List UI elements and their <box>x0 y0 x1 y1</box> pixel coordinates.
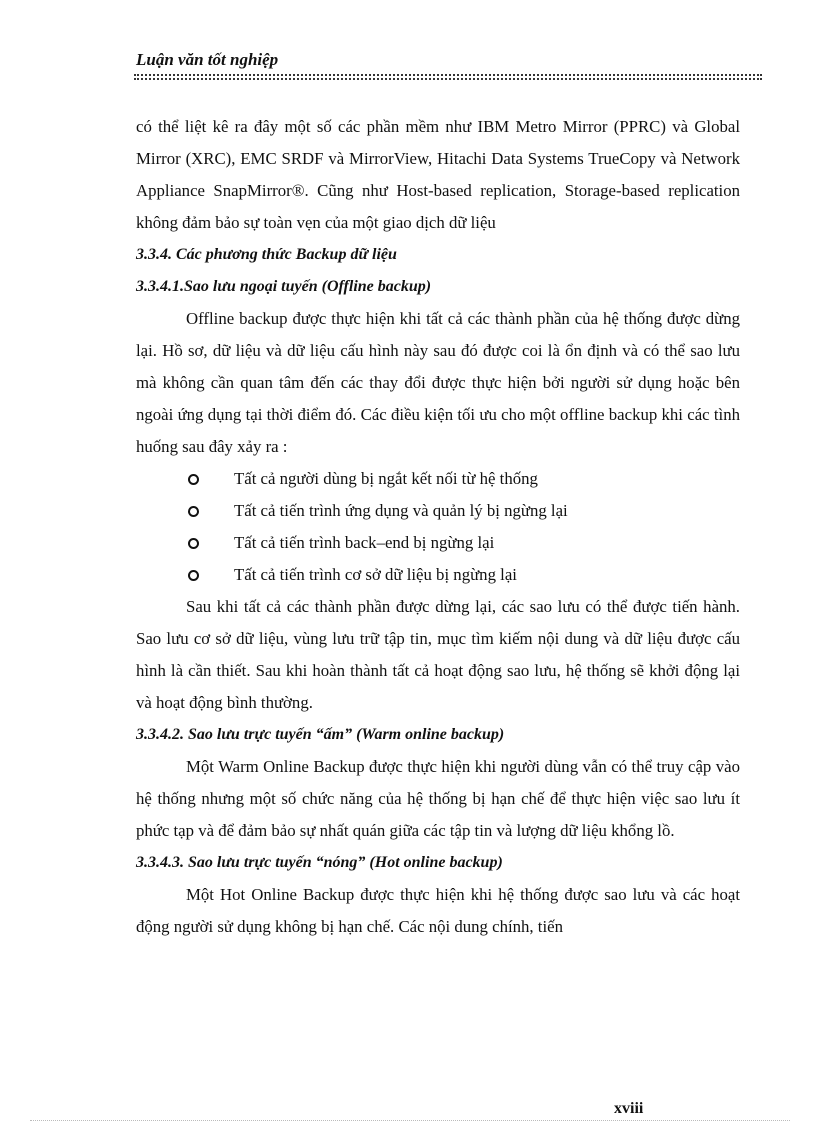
circle-bullet-icon <box>188 538 199 549</box>
paragraph-offline: Offline backup được thực hiện khi tất cả các thành phần của hệ thống được dừng lại. Hồ sơ, dữ liệu và dữ liệu cấu hình này sau đó được coi là ổn định và có thể sao lưu mà không cần quan tâm đến các thay đổi được thực hiện bởi người sử dụng hoặc bên ngoài ứng dụng tại thời điểm đó. Các điều kiện tối ưu cho một offline backup khi các tình huống sau đây xảy ra : <box>136 309 740 456</box>
list-item <box>136 559 740 591</box>
page-number: xviii <box>614 1100 644 1117</box>
list-item <box>136 527 740 559</box>
section-heading: 3.3.4. Các phương thức Backup dữ liệu <box>136 246 397 263</box>
subsection-heading-hot: 3.3.4.3. Sao lưu trực tuyến “nóng” (Hot online backup) <box>136 854 503 871</box>
list-item <box>136 495 740 527</box>
paragraph-hot: Một Hot Online Backup được thực hiện khi hệ thống được sao lưu và các hoạt động người sử dụng không bị hạn chế. Các nội dung chính, tiến <box>136 885 740 936</box>
circle-bullet-icon <box>188 474 199 485</box>
list-item-text: Tất cả tiến trình back–end bị ngừng lại <box>234 533 495 552</box>
header-divider-secondary <box>134 78 762 80</box>
bullet-list <box>136 463 740 591</box>
circle-bullet-icon <box>188 570 199 581</box>
list-item <box>136 463 740 495</box>
list-item-text: Tất cả tiến trình ứng dụng và quản lý bị ngừng lại <box>234 501 568 520</box>
paragraph-after-stop: Sau khi tất cả các thành phần được dừng lại, các sao lưu có thể được tiến hành. Sao lưu cơ sở dữ liệu, vùng lưu trữ tập tin, mục tìm kiếm nội dung và dữ liệu được cấu hình là cần thiết. Sau khi hoàn thành tất cả hoạt động sao lưu, hệ thống sẽ khởi động lại và hoạt động bình thường. <box>136 597 740 712</box>
header-divider <box>134 74 762 76</box>
footer-divider <box>30 1120 790 1121</box>
subsection-heading-warm: 3.3.4.2. Sao lưu trực tuyến “ấm” (Warm online backup) <box>136 726 505 743</box>
paragraph-warm: Một Warm Online Backup được thực hiện khi người dùng vẫn có thể truy cập vào hệ thống nhưng một số chức năng của hệ thống bị hạn chế để thực hiện việc sao lưu ít phức tạp và để đảm bảo sự nhất quán giữa các tập tin và lượng dữ liệu khổng lồ. <box>136 757 740 840</box>
circle-bullet-icon <box>188 506 199 517</box>
document-body <box>136 111 740 943</box>
list-item-text: Tất cả tiến trình cơ sở dữ liệu bị ngừng lại <box>234 565 517 584</box>
paragraph-intro: có thể liệt kê ra đây một số các phần mềm như IBM Metro Mirror (PPRC) và Global Mirror (XRC), EMC SRDF và MirrorView, Hitachi Data Systems TrueCopy và Network Appliance SnapMirror®. Cũng như Host-based replication, Storage-based replication không đảm bảo sự toàn vẹn của một giao dịch dữ liệu <box>136 117 740 232</box>
subsection-heading-offline: 3.3.4.1.Sao lưu ngoại tuyến (Offline backup) <box>136 278 432 295</box>
list-item-text: Tất cả người dùng bị ngắt kết nối từ hệ thống <box>234 469 538 488</box>
header-title: Luận văn tốt nghiệp <box>136 50 279 69</box>
